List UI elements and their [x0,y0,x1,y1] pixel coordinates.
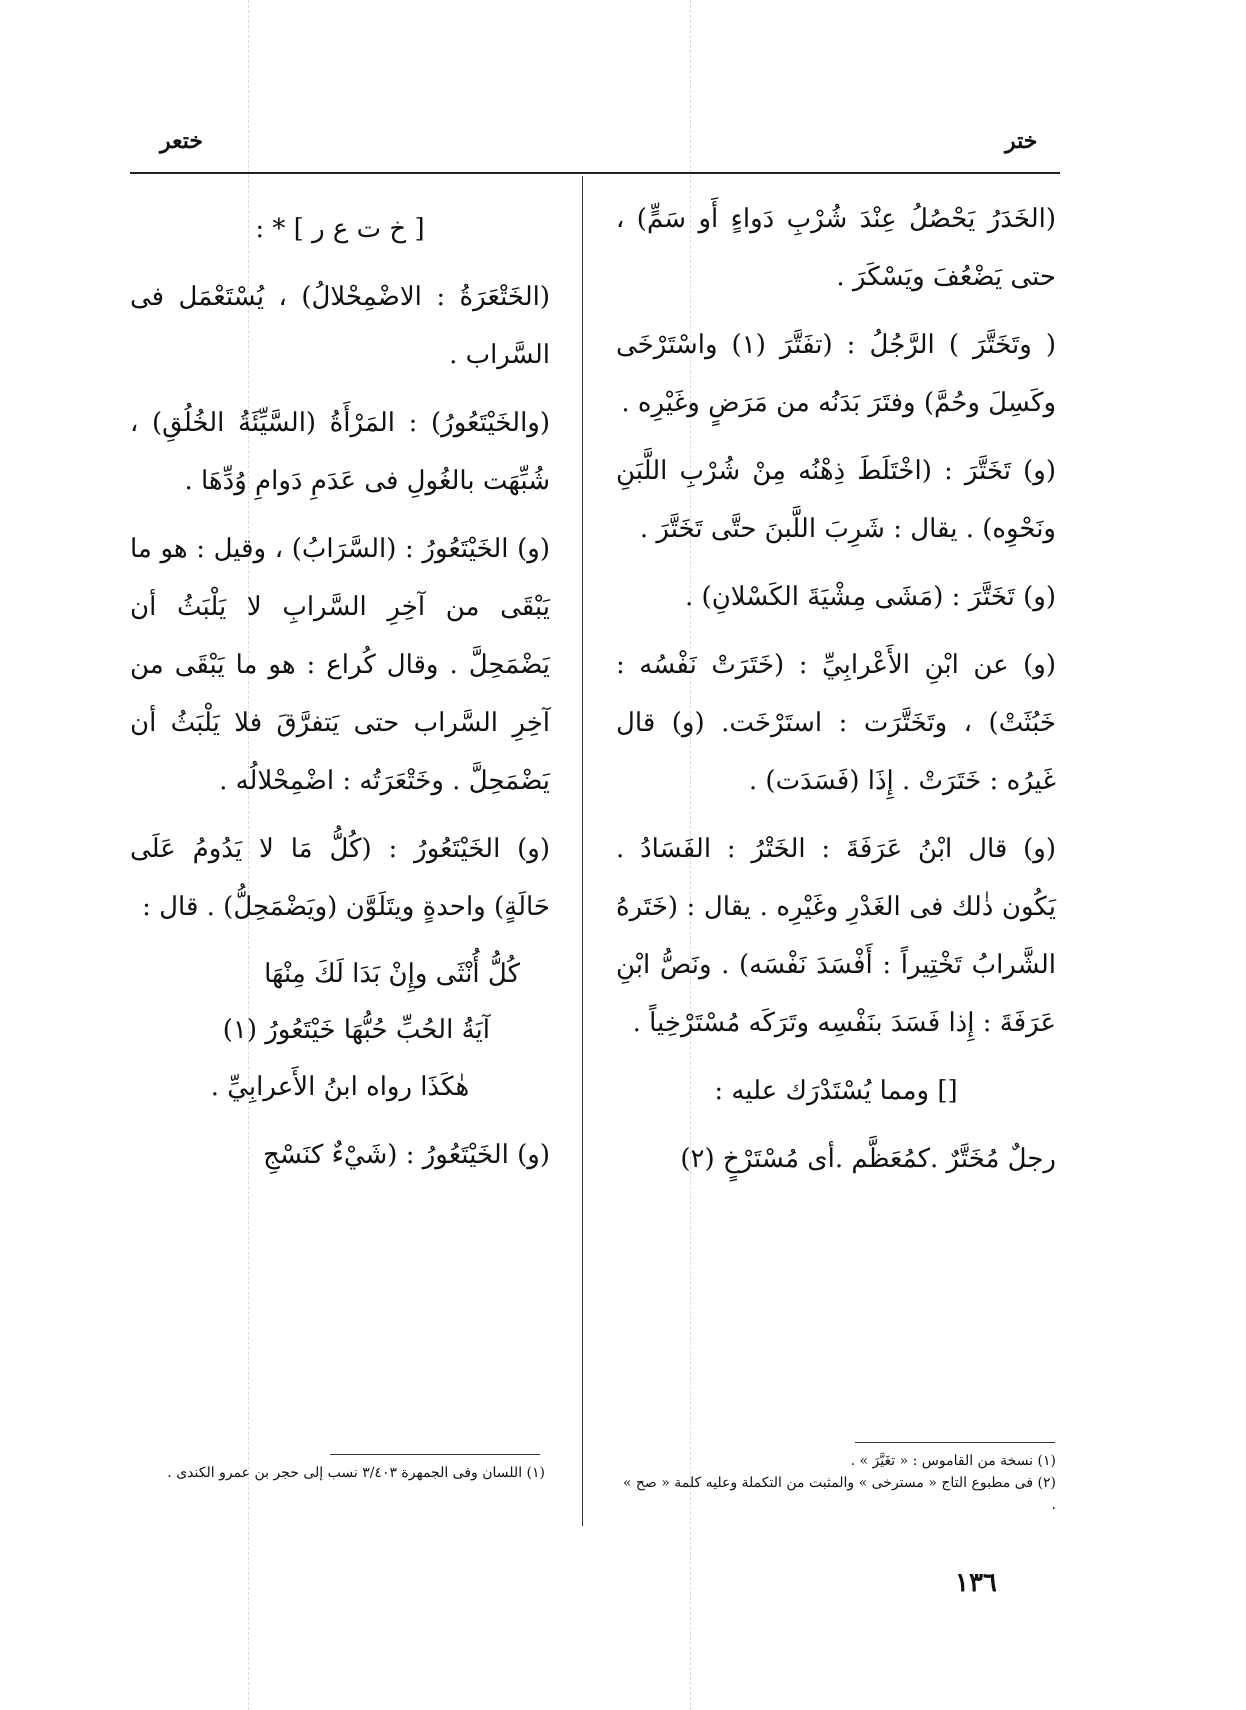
footnote-rule-right [855,1442,1055,1443]
footnote: (٢) فى مطبوع التاج « مسترخى » والمثبت من التكملة وعليه كلمة « صح » . [622,1475,1056,1513]
entry-paragraph: هٰكَذَا رواه ابنُ الأَعرابِيِّ . [210,1072,470,1102]
supplement-heading: [] ومما يُسْتَدْرَك عليه : [714,1076,958,1106]
entry-paragraph: (و) تَخَتَّرَ : (مَشَى مِشْيَةَ الكَسْلانِ) . [685,582,1056,612]
entry-paragraph: (الخَدَرُ يَحْصُلُ عِنْدَ شُرْبِ دَواءٍ أَو سَمٍّ) ، حتى يَضْعُفَ ويَسْكَرَ . [616,204,1056,292]
entry-paragraph: (و) الخَيْتَعُورُ : (كُلُّ مَا لا يَدُومُ عَلَى حَالَةٍ) واحدةٍ ويتَلَوَّن (ويَضْمَحِلُّ) . قال : [130,834,550,922]
entry-paragraph: (و) الخَيْتَعُورُ : (شَيْءٌ كنَسْجِ [263,1140,550,1170]
entry-paragraph: (و) عن ابْنِ الأَعْرابِيِّ : (خَتَرَتْ نَفْسُه : خَبُثَتْ) ، وتَخَتَّرَت : استَرْخَت. (و) قال غَيرُه : خَتَرَتْ . إِذَا (فَسَدَت) . [616,650,1056,796]
verse-line: آيَةُ الحُبِّ حُبُّهَا خَيْتَعُورُ (١) [222,1015,490,1045]
root-heading: [ خ ت ع ر ] * : [255,214,425,244]
right-column [616,190,1056,1198]
footnote-rule-left [330,1454,540,1455]
footnote: (١) نسخة من القاموس : « تغَيَّرَ » . [850,1453,1056,1469]
entry-paragraph: (و) تَخَتَّرَ : (اخْتَلَطَ ذِهْنُه مِنْ شُرْبِ اللَّبَنِ ونَحْوِه) . يقال : شَرِبَ اللَّبنَ حتَّى تَخَتَّرَ . [616,456,1056,544]
left-column [130,200,550,1194]
entry-paragraph: ( وتَخَتَّرَ ) الرَّجُلُ : (تفَتَّرَ (١) واسْتَرْخَى وكَسِلَ وحُمَّ) وفتَرَ بَدَنُه من مَرَضٍ وغَيْرِه . [616,330,1056,418]
running-header-right: ختر [1005,128,1038,154]
entry-paragraph: رجلٌ مُخَتَّرٌ .كمُعَظَّم .أى مُسْتَرْخٍ (٢) [680,1144,1056,1174]
footnote: (١) اللسان وفى الجمهرة ٣/٤٠٣ نسب إلى حجر بن عمرو الكندى . [167,1465,545,1481]
footnotes-left [115,1462,545,1484]
entry-paragraph: (والخَيْتَعُورُ) : المَرْأَةُ (السَّيِّئَةُ الخُلُقِ) ، شُبِّهَت بالغُولِ فى عَدَمِ دَوامِ وُدِّهَا . [130,408,550,496]
verse-line: كُلُّ أُنْثَى وإِنْ بَدَا لَكَ مِنْهَا [264,959,520,989]
header-rule [130,172,1060,174]
column-divider [582,176,583,1526]
entry-paragraph: (و) الخَيْتَعُورُ : (السَّرَابُ) ، وقيل : هو ما يَبْقَى من آخِرِ السَّرابِ لا يَلْبَثُ أن يَضْمَحِلَّ . وقال كُراع : هو ما يَبْقَى من آخِرِ السَّراب حتى يَتفرَّقَ فلا يَلْبَثُ أن يَضْمَحِلَّ . وخَتْعَرَتُه : اضْمِحْلالُه . [130,534,550,796]
running-header-left: ختعر [160,128,203,154]
page-number: ١٣٦ [955,1568,997,1598]
entry-paragraph: (و) قال ابْنُ عَرَفَةَ : الخَتْرُ : الفَسَادُ . يَكُون ذٰلك فى الغَدْرِ وغَيْرِه . يقال : (خَتَرهُ الشَّرابُ تَخْتِيراً : أَفْسَدَ نَفْسَه) . ونَصُّ ابْنِ عَرَفَةَ : إِذا فَسَدَ بنَفْسِه وتَرَكَه مُسْتَرْخِياً . [616,834,1056,1038]
entry-paragraph: (الخَتْعَرَةُ : الاضْمِحْلالُ) ، يُسْتَعْمَل فى السَّراب . [130,282,550,370]
footnotes-right [616,1450,1056,1516]
